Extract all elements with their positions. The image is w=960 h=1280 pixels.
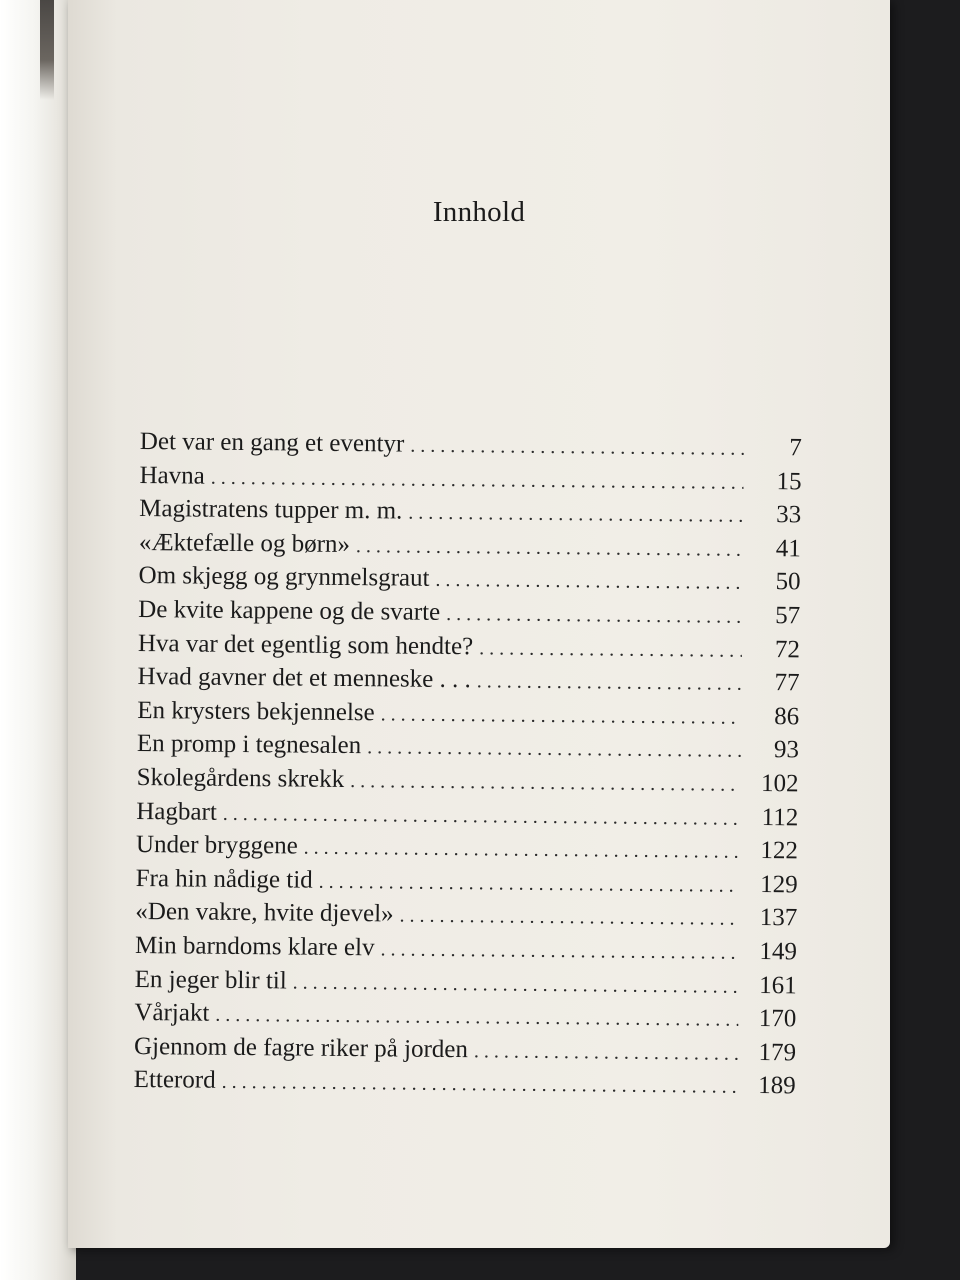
toc-entry-title: Etterord bbox=[133, 1066, 216, 1095]
toc-entry-title: En promp i tegnesalen bbox=[136, 730, 362, 760]
toc-entry-title: Fra hin nådige tid bbox=[135, 864, 313, 894]
toc-entry-page-number: 77 bbox=[774, 669, 800, 697]
toc-entry-title: Vårjakt bbox=[134, 999, 210, 1027]
toc-entry-page-number: 129 bbox=[760, 870, 798, 899]
toc-entry-title: Skolegårdens skrekk bbox=[136, 763, 345, 793]
toc-entry-title: «Æktefælle og børn» bbox=[138, 528, 351, 558]
toc-entry-title: Min barndoms klare elv bbox=[134, 931, 375, 962]
toc-entry-page-number: 122 bbox=[760, 837, 799, 865]
spine-shadow bbox=[40, 0, 54, 100]
dot-leader bbox=[293, 971, 739, 998]
toc-entry-page-number: 50 bbox=[775, 568, 801, 596]
toc-entry-title: En krysters bekjennelse bbox=[137, 696, 375, 727]
toc-entry-page-number: 137 bbox=[759, 904, 798, 932]
toc-entry-page-number: 57 bbox=[775, 602, 801, 630]
dot-leader bbox=[381, 703, 742, 729]
toc-entry-page-number: 161 bbox=[759, 971, 797, 999]
toc-entry bbox=[134, 1066, 796, 1106]
toc-entry-page-number: 170 bbox=[758, 1005, 797, 1033]
dot-leader bbox=[474, 1040, 738, 1066]
dot-leader bbox=[435, 569, 742, 595]
toc-entry-page-number: 41 bbox=[775, 534, 802, 563]
toc-entry-title: Havna bbox=[139, 461, 205, 490]
dot-leader bbox=[223, 802, 741, 830]
toc-entry-page-number: 189 bbox=[758, 1072, 796, 1100]
toc-entry-title: Magistratens tupper m. m. bbox=[139, 495, 403, 525]
dot-leader bbox=[446, 603, 742, 629]
toc-entry-page-number: 112 bbox=[761, 803, 799, 831]
dot-leader bbox=[367, 737, 741, 764]
toc-entry-page-number: 93 bbox=[773, 736, 800, 764]
toc-entry-title: Hva var det egentlig som hendte? bbox=[137, 629, 474, 660]
toc-entry-title: «Den vakre, hvite djevel» bbox=[135, 898, 394, 928]
toc-entry-page-number: 86 bbox=[774, 702, 800, 731]
dot-leader bbox=[477, 670, 742, 696]
toc-entry-title: Gjennom de fagre riker på jorden bbox=[133, 1032, 469, 1063]
dot-leader bbox=[211, 466, 744, 494]
facing-page-edge bbox=[0, 0, 76, 1280]
table-of-contents bbox=[134, 428, 802, 1106]
dot-leader bbox=[380, 938, 739, 964]
dot-leader bbox=[304, 837, 740, 864]
dot-leader bbox=[399, 905, 739, 931]
toc-entry-title: Hagbart bbox=[136, 797, 217, 826]
page-title: Innhold bbox=[432, 196, 526, 228]
dot-leader bbox=[215, 1004, 738, 1032]
dot-leader bbox=[356, 535, 743, 562]
toc-entry-page-number: 33 bbox=[776, 501, 802, 529]
dot-leader bbox=[319, 870, 740, 897]
toc-entry-page-number: 15 bbox=[776, 467, 802, 495]
toc-entry-page-number: 179 bbox=[758, 1038, 797, 1067]
dot-leader bbox=[410, 435, 744, 461]
toc-entry-title: En jeger blir til bbox=[134, 965, 287, 994]
toc-entry-title: Under bryggene bbox=[135, 831, 298, 860]
dot-leader bbox=[408, 502, 743, 528]
toc-entry-title: Om skjegg og grynmelsgraut bbox=[138, 562, 430, 593]
toc-entry-page-number: 149 bbox=[759, 937, 798, 966]
toc-entry-page-number: 72 bbox=[774, 635, 801, 663]
dot-leader bbox=[479, 637, 742, 663]
book-page bbox=[68, 0, 890, 1248]
toc-entry-title: Hvad gavner det et menneske . . . bbox=[137, 663, 471, 694]
toc-entry-title: Det var en gang et eventyr bbox=[139, 428, 405, 458]
toc-entry-page-number: 7 bbox=[789, 434, 802, 462]
toc-entry-title: De kvite kappene og de svarte bbox=[138, 595, 441, 626]
toc-entry-page-number: 102 bbox=[760, 769, 799, 798]
dot-leader bbox=[350, 770, 741, 797]
dot-leader bbox=[222, 1071, 738, 1099]
